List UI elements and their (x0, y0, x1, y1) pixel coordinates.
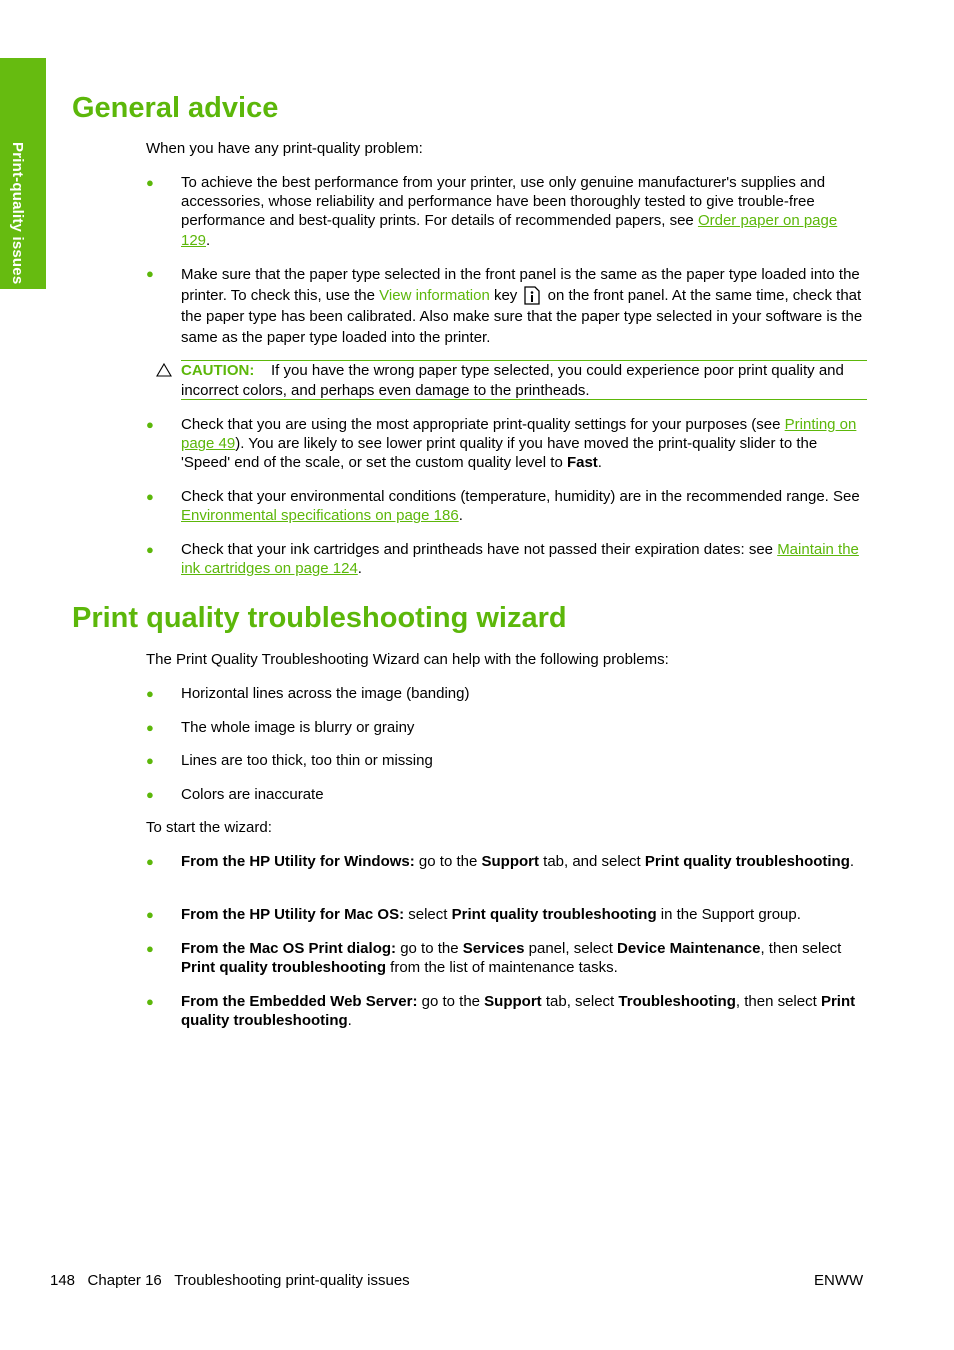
caution-icon (156, 362, 172, 378)
intro-text: When you have any print-quality problem: (146, 140, 423, 157)
footer-left (50, 1272, 410, 1289)
wizard-intro: The Print Quality Troubleshooting Wizard can help with the following problems: (146, 651, 669, 668)
printing-link[interactable]: Printing on page 49 (181, 416, 857, 453)
page-number: 148 (50, 1272, 76, 1289)
bullet-icon: ● (146, 787, 154, 802)
bullet-icon: ● (146, 175, 154, 190)
chapter-title: Troubleshooting print-quality issues (174, 1272, 410, 1289)
caution-label: CAUTION: (181, 362, 255, 379)
maintain-cartridges-link[interactable]: Maintain the ink cartridges on page 124 (181, 541, 859, 578)
bullet-icon: ● (146, 994, 154, 1009)
footer-right: ENWW (814, 1272, 864, 1289)
info-key-icon (523, 286, 541, 305)
chapter-label: Chapter 16 (87, 1272, 162, 1289)
caution-text: If you have the wrong paper type selected, you could experience poor print quality and incorrect colors, and perhaps even damage to the printheads. (181, 362, 844, 399)
bullet-icon: ● (146, 489, 154, 504)
view-information-key-name: View information (379, 287, 490, 304)
bullet-icon: ● (146, 686, 154, 701)
start-wizard-text: To start the wizard: (146, 819, 272, 836)
bullet-icon: ● (146, 720, 154, 735)
bullet-icon: ● (146, 854, 154, 869)
bullet-icon: ● (146, 266, 154, 281)
order-paper-link[interactable]: Order paper on page 129 (181, 212, 838, 249)
caution-box (181, 360, 867, 400)
side-tab-label: Print-quality issues (9, 142, 26, 285)
side-tab (0, 58, 46, 289)
bullet-icon: ● (146, 417, 154, 432)
bullet-icon: ● (146, 941, 154, 956)
bullet-icon: ● (146, 753, 154, 768)
section-title-general-advice: General advice (72, 92, 279, 124)
bullet-icon: ● (146, 907, 154, 922)
bullet-icon: ● (146, 542, 154, 557)
section-title-wizard: Print quality troubleshooting wizard (72, 602, 567, 634)
environmental-specs-link[interactable]: Environmental specifications on page 186 (181, 507, 459, 525)
